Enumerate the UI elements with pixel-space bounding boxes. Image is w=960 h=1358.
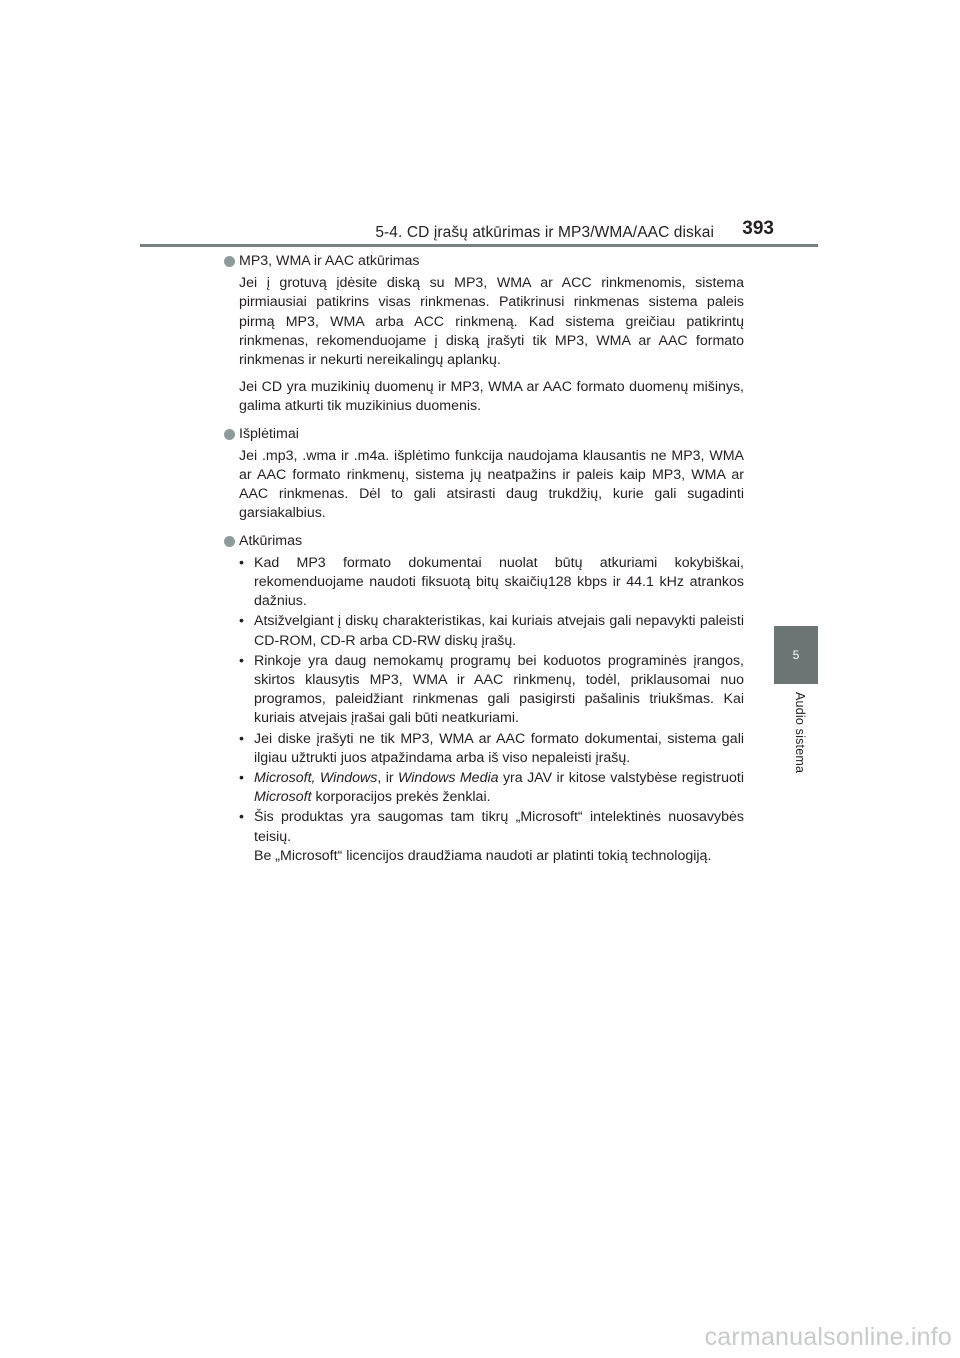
bullet-circle-icon bbox=[224, 536, 235, 547]
list-bullet: • bbox=[239, 652, 244, 669]
paragraph: Jei CD yra muzikinių duomenų ir MP3, WMA ar AAC formato duomenų mišinys, galima atkurti tik muzikinius duomenis. bbox=[239, 379, 744, 415]
license-item bbox=[239, 808, 744, 866]
trademark-item bbox=[239, 769, 744, 807]
section-extensions bbox=[222, 425, 744, 524]
license-text-continued: Be „Microsoft“ licencijos draudžiama naudoti ar platinti tokią technologiją. bbox=[254, 847, 712, 864]
list-item-text: Rinkoje yra daug nemokamų programų bei koduotos programinės įrangos, skirtos klausytis MP3, WMA ir AAC rinkmenų, todėl, priklausomai nuo programos, paleidžiant rinkmenas gali pasigirsti pašalinis triukšmas. Kai kuriais atvejais įrašai gali būti neatkuriami. bbox=[254, 652, 744, 727]
section-heading bbox=[222, 532, 744, 551]
page-content bbox=[222, 252, 744, 874]
section-heading bbox=[222, 252, 744, 271]
section-mp3-playback bbox=[222, 252, 744, 417]
trademark-microsoft-windows: Microsoft, Windows bbox=[254, 770, 378, 787]
list-item-text: Kad MP3 formato dokumentai nuolat būtų atkuriami kokybiškai, rekomenduojame naudoti fiksuotą bitų skaičių128 kbps ir 44.1 kHz atrankos dažnius. bbox=[254, 554, 744, 610]
list-item bbox=[239, 612, 744, 650]
section-heading-text: MP3, WMA ir AAC atkūrimas bbox=[239, 253, 420, 269]
section-heading-text: Išplėtimai bbox=[239, 425, 299, 442]
trademark-connector: , ir bbox=[377, 770, 399, 787]
playback-list bbox=[239, 554, 744, 866]
paragraph: Jei .mp3, .wma ir .m4a. išplėtimo funkcija naudojama klausantis ne MP3, WMA ar AAC formato rinkmenų, sistema jų neatpažins ir paleis kaip MP3, WMA ar AAC rinkmenas. Dėl to gali atsirasti daug trukdžių, kurie gali sugadinti garsiakalbius. bbox=[239, 447, 744, 522]
list-item bbox=[239, 652, 744, 729]
list-item-text: Jei diske įrašyti ne tik MP3, WMA ar AAC formato dokumentai, sistema gali ilgiau užtrukti juos atpažindama arba iš viso nepaleisti įrašų. bbox=[254, 730, 744, 766]
section-playback bbox=[222, 532, 744, 866]
section-heading-text: Atkūrimas bbox=[239, 532, 303, 549]
trademark-windows-media: Windows Media bbox=[398, 770, 499, 787]
trademark-text: yra JAV ir kitose valstybėse registruoti bbox=[498, 770, 744, 787]
trademark-text-end: korporacijos prekės ženklai. bbox=[311, 789, 491, 806]
watermark-text: carmanualsonline.info bbox=[704, 1323, 952, 1351]
list-item bbox=[239, 730, 744, 768]
list-bullet: • bbox=[239, 770, 244, 787]
chapter-tab bbox=[774, 626, 818, 684]
bullet-circle-icon bbox=[224, 429, 235, 440]
trademark-microsoft: Microsoft bbox=[254, 789, 312, 806]
paragraph: Jei į grotuvą įdėsite diską su MP3, WMA ar ACC rinkmenomis, sistema pirmiausiai patikrins visas rinkmenas. Patikrinusi rinkmenas sistema paleis pirmą MP3, WMA arba ACC rinkmeną. Kad sistema greičiau patikrintų rinkmenas, rekomenduojame į diską įrašyti tik MP3, WMA ar AAC formato rinkmenas ir nekurti nereikalingų aplankų. bbox=[239, 275, 744, 369]
page-number: 393 bbox=[742, 218, 774, 239]
list-bullet: • bbox=[239, 809, 244, 826]
chapter-label: Audio sistema bbox=[793, 692, 807, 774]
list-bullet: • bbox=[239, 730, 244, 747]
page-header bbox=[140, 210, 818, 246]
header-divider bbox=[140, 244, 818, 247]
bullet-circle-icon bbox=[224, 256, 235, 267]
license-text: Šis produktas yra saugomas tam tikrų „Microsoft“ intelektinės nuosavybės teisių. bbox=[254, 809, 744, 845]
list-item-text: Atsižvelgiant į diskų charakteristikas, kai kuriais atvejais gali nepavykti paleisti CD-ROM, CD-R arba CD-RW diskų įrašų. bbox=[254, 613, 744, 649]
list-bullet: • bbox=[239, 554, 244, 571]
section-title: 5-4. CD įrašų atkūrimas ir MP3/WMA/AAC diskai bbox=[375, 224, 714, 241]
list-item bbox=[239, 554, 744, 612]
list-bullet: • bbox=[239, 613, 244, 630]
chapter-number: 5 bbox=[792, 648, 800, 662]
section-heading bbox=[222, 425, 744, 444]
